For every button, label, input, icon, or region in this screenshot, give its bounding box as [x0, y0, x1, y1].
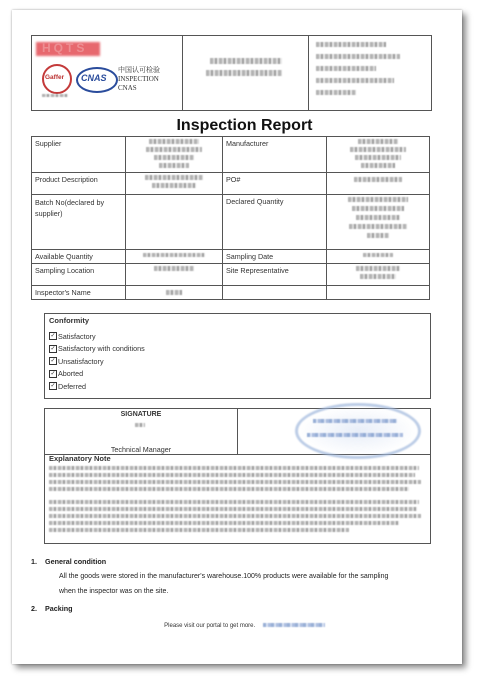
report-title: Inspection Report — [176, 117, 313, 134]
gaffer-badge-icon — [42, 64, 72, 94]
label-sampling-location: Sampling Location — [32, 264, 126, 286]
redacted-stamp-text — [307, 433, 403, 437]
value-sampling-location — [126, 264, 223, 286]
cnas-caption-cn: 中国认可检验 — [118, 66, 160, 74]
option-label: Satisfactory with conditions — [58, 344, 145, 354]
inspection-info-table — [31, 136, 430, 300]
signature-box — [44, 408, 431, 455]
checkbox-icon[interactable]: ✓ — [50, 333, 56, 340]
conformity-options — [49, 330, 145, 393]
value-product-description — [126, 173, 223, 195]
signature-role: Technical Manager — [110, 445, 172, 454]
value-po — [327, 173, 430, 195]
signature-heading: SIGNATURE — [120, 411, 162, 418]
footer-portal-link[interactable] — [263, 623, 325, 627]
value-supplier — [126, 137, 223, 173]
explanatory-redacted-body — [49, 466, 425, 532]
header-logo-cell — [32, 36, 183, 110]
conformity-option-deferred[interactable] — [49, 380, 145, 393]
redacted-text — [316, 54, 400, 59]
header-right-cell — [308, 36, 431, 110]
conformity-option-unsatisfactory[interactable] — [49, 355, 145, 368]
label-inspectors-name: Inspector's Name — [32, 286, 126, 300]
value-declared-quantity — [327, 195, 430, 250]
redacted-text — [316, 90, 356, 95]
label-batch-no: Batch No(declared by supplier) — [32, 195, 126, 250]
checkbox-icon[interactable]: ✓ — [50, 358, 56, 365]
label-manufacturer: Manufacturer — [223, 137, 327, 173]
option-label: Unsatisfactory — [58, 356, 104, 366]
section-number: 1. — [31, 557, 37, 566]
value-inspectors-name — [126, 286, 223, 300]
label-available-quantity: Available Quantity — [32, 250, 126, 264]
explanatory-note-box — [44, 453, 431, 544]
section-number: 2. — [31, 604, 37, 613]
conformity-option-satisfactory[interactable] — [49, 330, 145, 343]
section-title: General condition — [45, 557, 107, 566]
redacted-text — [210, 58, 282, 64]
empty-cell — [327, 286, 430, 300]
label-po: PO# — [223, 173, 327, 195]
redacted-stamp-text — [313, 419, 397, 423]
empty-cell — [223, 286, 327, 300]
option-label: Deferred — [58, 381, 86, 391]
cnas-logo-text: CNAS — [81, 73, 107, 83]
section-packing — [31, 604, 73, 613]
option-label: Aborted — [58, 369, 84, 379]
cnas-caption — [118, 66, 160, 93]
label-sampling-date: Sampling Date — [223, 250, 327, 264]
checkbox-icon[interactable]: ✓ — [50, 383, 56, 390]
redacted-signature — [135, 423, 145, 427]
conformity-box — [44, 313, 431, 399]
section-general-condition — [31, 557, 106, 566]
hqts-logo — [36, 40, 100, 58]
section-title: Packing — [45, 604, 73, 613]
explanatory-heading: Explanatory Note — [49, 454, 111, 463]
cnas-caption-inspection: INSPECTION — [118, 75, 159, 83]
report-header — [31, 35, 432, 111]
section-body-line: when the inspector was on the site. — [59, 588, 169, 595]
hqts-logo-text: HQTS — [42, 41, 88, 55]
cnas-caption-cnas: CNAS — [118, 84, 137, 92]
checkbox-icon[interactable]: ✓ — [50, 370, 56, 377]
redacted-text — [206, 70, 282, 76]
value-sampling-date — [327, 250, 430, 264]
conformity-heading: Conformity — [49, 316, 89, 325]
gaffer-badge-text: Gaffer — [45, 74, 65, 81]
conformity-option-satisfactory-with-conditions[interactable] — [49, 343, 145, 356]
company-stamp-icon — [295, 403, 421, 459]
redacted-text — [316, 66, 376, 71]
redacted-text — [316, 42, 386, 47]
value-batch-no — [126, 195, 223, 250]
header-middle-cell — [182, 36, 309, 110]
report-footer — [0, 623, 489, 629]
value-manufacturer — [327, 137, 430, 173]
label-supplier: Supplier — [32, 137, 126, 173]
option-label: Satisfactory — [58, 331, 96, 341]
signature-left-cell — [45, 409, 238, 454]
checkbox-icon[interactable]: ✓ — [50, 345, 56, 352]
value-site-representative — [327, 264, 430, 286]
redacted-text — [316, 78, 394, 83]
label-product-description: Product Description — [32, 173, 126, 195]
label-site-representative: Site Representative — [223, 264, 327, 286]
section-body-line: All the goods were stored in the manufacturer's warehouse.100% products were available for the sampling — [59, 573, 389, 580]
value-available-quantity — [126, 250, 223, 264]
footer-text: Please visit our portal to get more. — [164, 623, 256, 629]
conformity-option-aborted[interactable] — [49, 368, 145, 381]
label-declared-quantity: Declared Quantity — [223, 195, 327, 250]
cnas-logo-icon — [76, 67, 118, 93]
redacted-badge-caption — [42, 94, 68, 97]
